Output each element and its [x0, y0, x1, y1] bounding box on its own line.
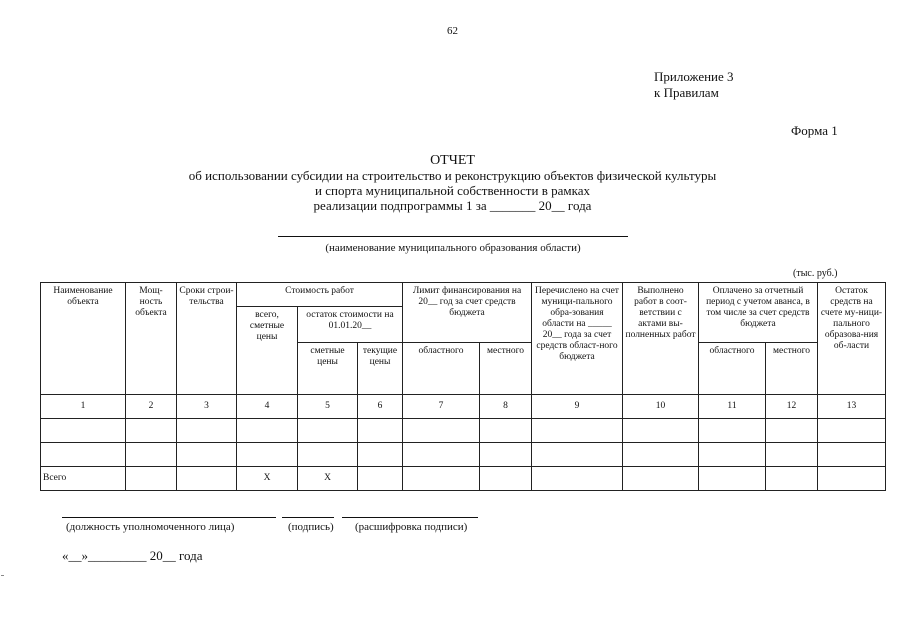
appendix-line-2: к Правилам [654, 85, 719, 100]
table-cell [41, 443, 126, 467]
header-paid-local: местного [766, 343, 818, 395]
table-cell [358, 443, 403, 467]
total-cell [532, 467, 623, 491]
column-number: 4 [237, 395, 298, 419]
title-line-2: и спорта муниципальной собственности в рамках [315, 183, 590, 198]
scan-margin-mark [1, 575, 4, 576]
appendix-line-1: Приложение 3 [654, 69, 734, 84]
header-balance: Остаток средств на счете му-ници-пального образова-ния об-ласти [818, 283, 886, 395]
total-cell [818, 467, 886, 491]
total-cell [766, 467, 818, 491]
total-cell [623, 467, 699, 491]
column-number: 1 [41, 395, 126, 419]
signature-line [282, 517, 334, 518]
header-capacity: Мощ-ность объекта [126, 283, 177, 395]
table-cell [237, 443, 298, 467]
column-number: 8 [480, 395, 532, 419]
table-cell [480, 443, 532, 467]
column-number: 13 [818, 395, 886, 419]
total-cell [358, 467, 403, 491]
total-cell [699, 467, 766, 491]
municipality-caption: (наименование муниципального образования области) [325, 242, 581, 254]
header-limit-regional: областного [403, 343, 480, 395]
position-caption: (должность уполномоченного лица) [66, 521, 235, 533]
signature-decoding-line [342, 517, 478, 518]
column-number: 10 [623, 395, 699, 419]
header-row-1 [41, 283, 886, 307]
header-cost-total: всего, сметные цены [237, 307, 298, 395]
header-object-name: Наименование объекта [41, 283, 126, 395]
appendix-reference [654, 69, 734, 101]
table-row-blank-2 [41, 443, 886, 467]
table-cell [298, 419, 358, 443]
column-number: 3 [177, 395, 237, 419]
header-terms: Сроки строи-тельства [177, 283, 237, 395]
table-cell [358, 419, 403, 443]
title-line-1: об использовании субсидии на строительство и реконструкцию объектов физической культуры [188, 168, 717, 183]
header-current-prices: текущие цены [358, 343, 403, 395]
header-transferred: Перечислено на счет муници-пального обра-зования области на _____ 20__ года за счет средств област-ного бюджета [532, 283, 623, 395]
table-cell [532, 419, 623, 443]
date-line: «__»_________ 20__ года [62, 548, 203, 563]
table-cell [623, 419, 699, 443]
report-table [40, 282, 886, 491]
position-signature-line [62, 517, 276, 518]
table-cell [699, 419, 766, 443]
total-cell [403, 467, 480, 491]
table-cell [177, 419, 237, 443]
table-cell [480, 419, 532, 443]
table-cell [623, 443, 699, 467]
municipality-underline [278, 236, 628, 237]
table-cell [766, 419, 818, 443]
document-title [100, 153, 805, 213]
form-label: Форма 1 [791, 123, 838, 138]
header-estimate-prices: сметные цены [298, 343, 358, 395]
table-cell [237, 419, 298, 443]
table-cell [766, 443, 818, 467]
table-cell [403, 443, 480, 467]
title-main: ОТЧЕТ [430, 153, 475, 168]
table-cell [532, 443, 623, 467]
column-number: 6 [358, 395, 403, 419]
units-label: (тыс. руб.) [793, 268, 838, 279]
title-line-3: реализации подпрограммы 1 за _______ 20__ года [313, 198, 592, 213]
header-paid: Оплачено за отчетный период с учетом аванса, в том числе за счет средств бюджета [699, 283, 818, 343]
column-number: 2 [126, 395, 177, 419]
table-cell [41, 419, 126, 443]
total-cell: Х [237, 467, 298, 491]
signature-decoding-caption: (расшифровка подписи) [355, 521, 468, 533]
total-cell [177, 467, 237, 491]
column-number-row [41, 395, 886, 419]
column-number: 11 [699, 395, 766, 419]
signature-caption: (подпись) [288, 521, 334, 533]
table-row-total [41, 467, 886, 491]
total-cell [126, 467, 177, 491]
page-number: 62 [447, 25, 458, 37]
column-number: 7 [403, 395, 480, 419]
header-cost-remaining: остаток стоимости на 01.01.20__ [298, 307, 403, 343]
header-work-done: Выполнено работ в соот-ветствии с актами вы-полненных работ [623, 283, 699, 395]
column-number: 12 [766, 395, 818, 419]
table-row-blank-1 [41, 419, 886, 443]
total-cell: Х [298, 467, 358, 491]
column-number: 9 [532, 395, 623, 419]
table-cell [126, 419, 177, 443]
table-cell [818, 443, 886, 467]
table-cell [403, 419, 480, 443]
header-cost: Стоимость работ [237, 283, 403, 307]
table-cell [298, 443, 358, 467]
total-label: Всего [41, 467, 126, 491]
header-limit-local: местного [480, 343, 532, 395]
header-limit: Лимит финансирования на 20__ год за счет средств бюджета [403, 283, 532, 343]
table-cell [177, 443, 237, 467]
header-paid-regional: областного [699, 343, 766, 395]
table-cell [699, 443, 766, 467]
total-cell [480, 467, 532, 491]
table-cell [818, 419, 886, 443]
table-cell [126, 443, 177, 467]
column-number: 5 [298, 395, 358, 419]
